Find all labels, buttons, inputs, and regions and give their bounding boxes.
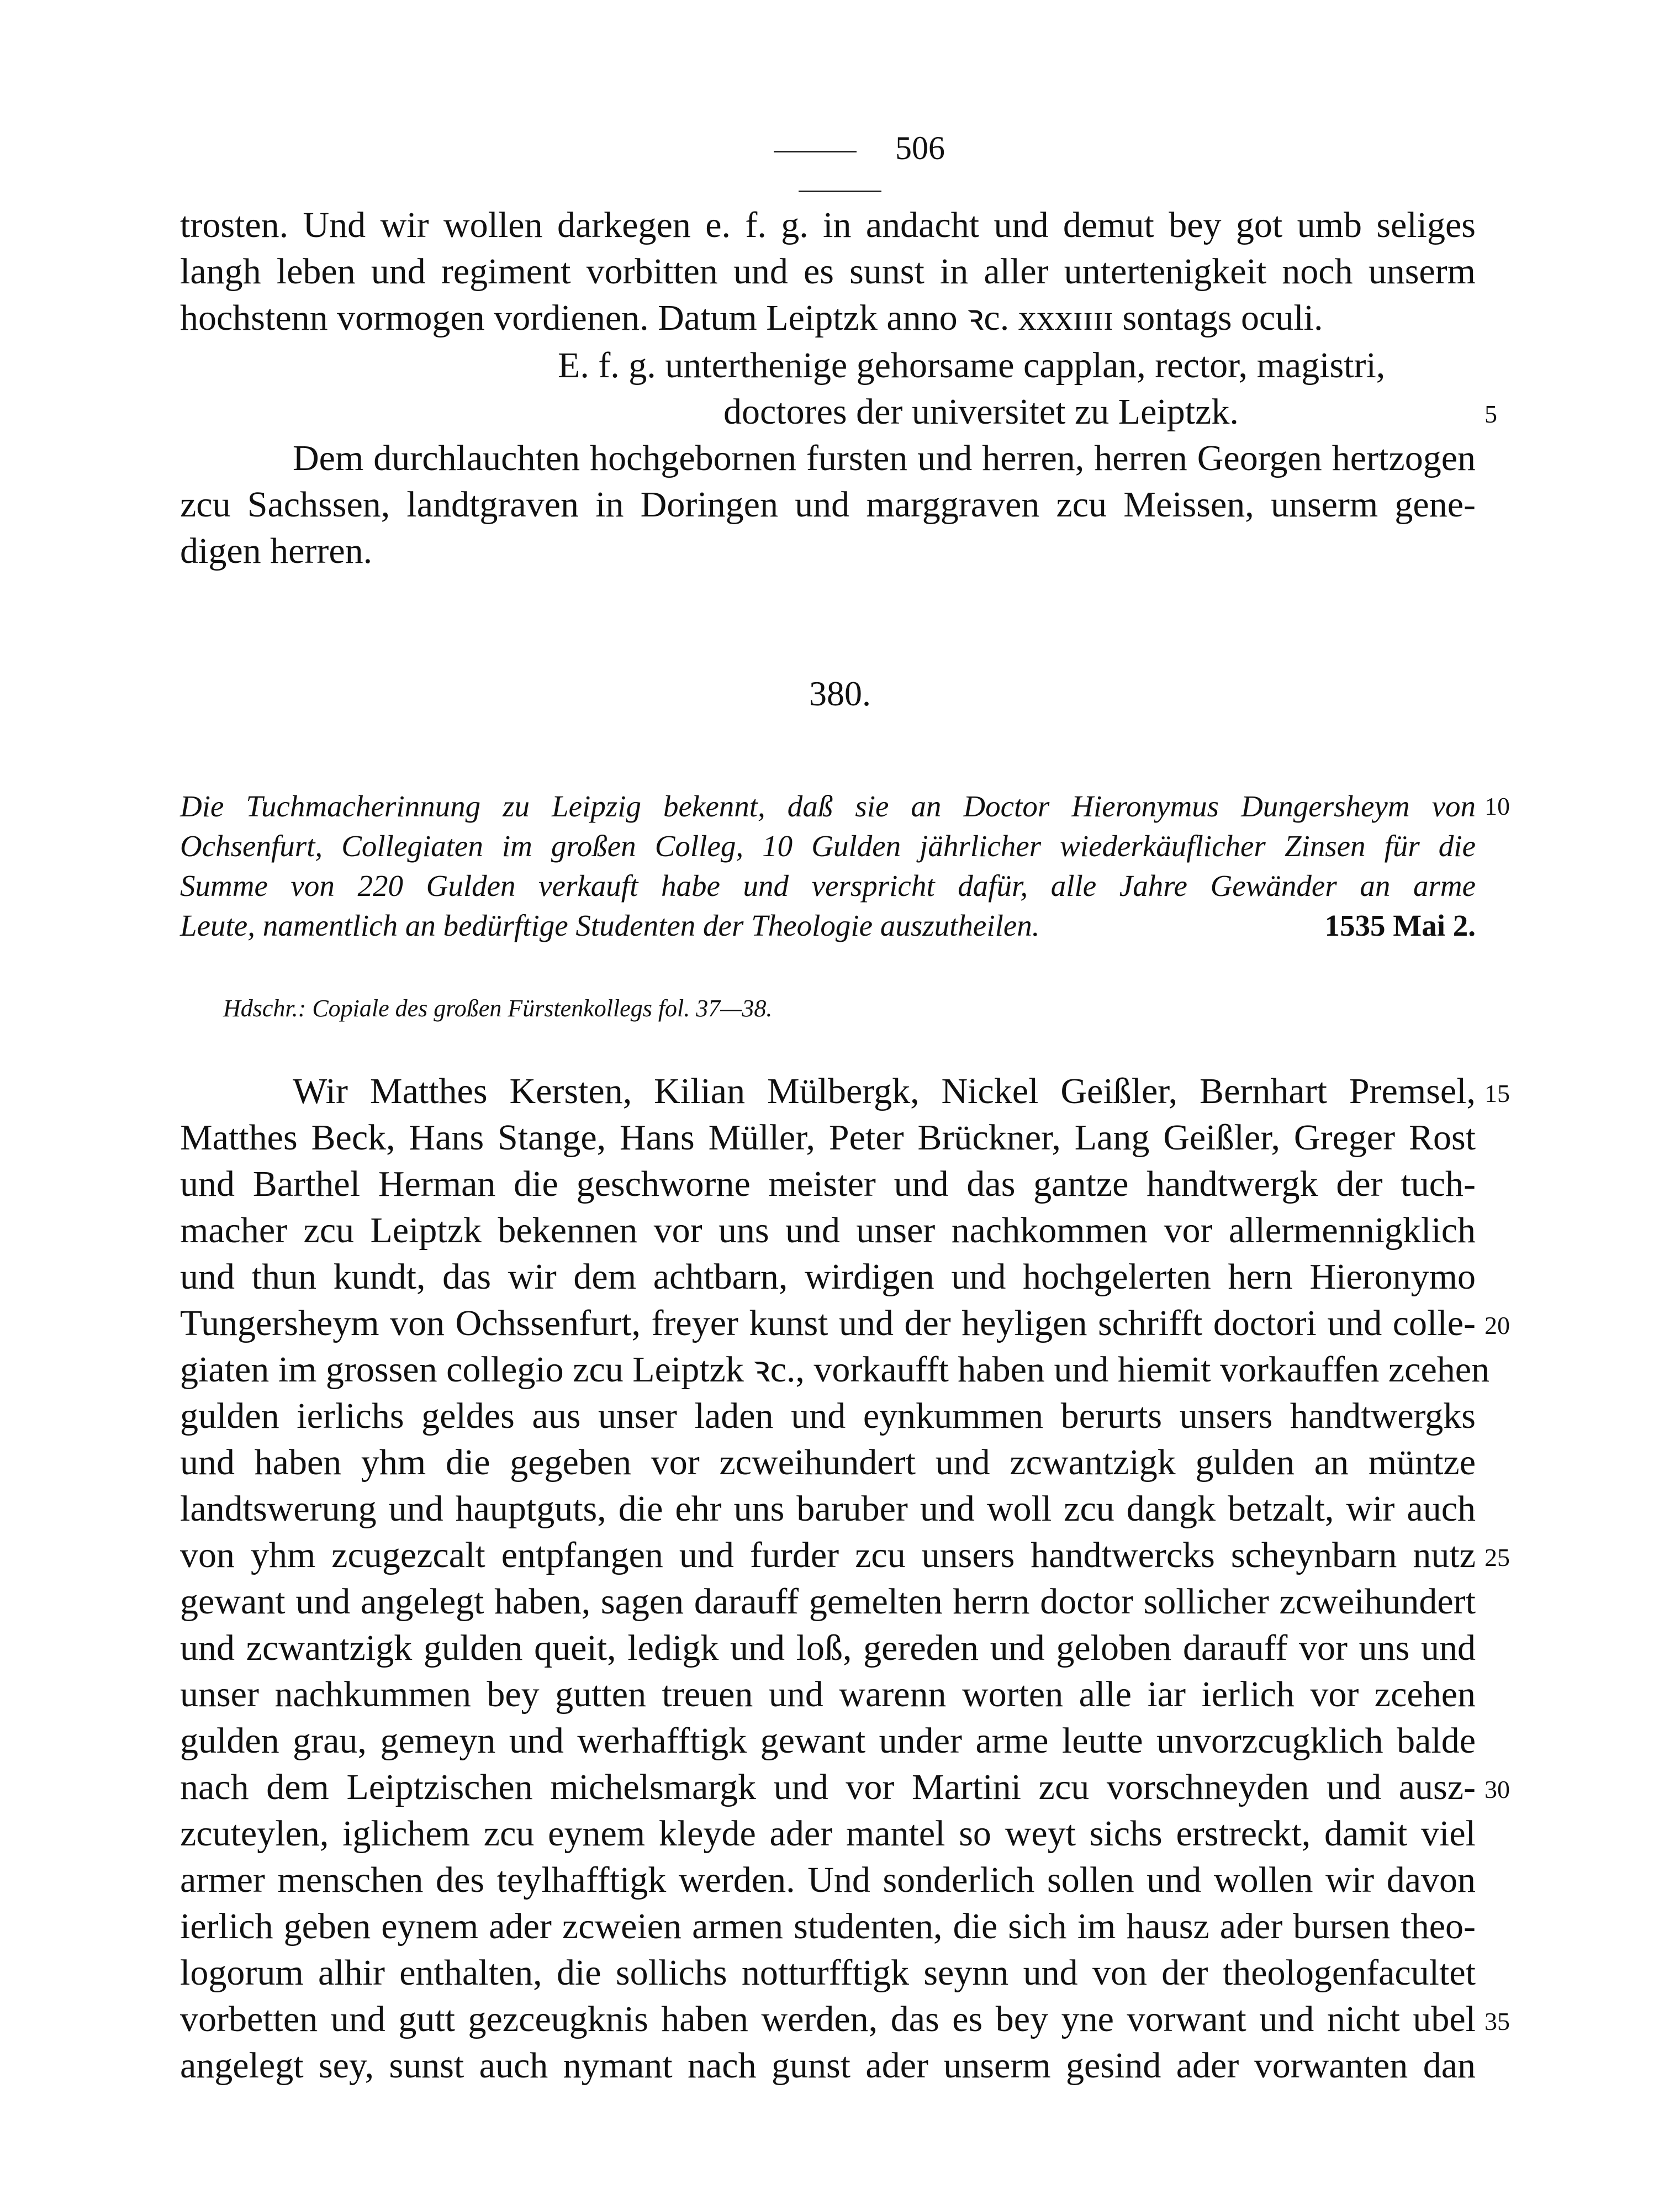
regest-last-line [180, 904, 1476, 948]
body-line: gewant und angelegt haben, sagen darauff gemelten herrn doctor sollicher zcweihundert [180, 1581, 1476, 1622]
body-line: Wir Matthes Kersten, Kilian Mülbergk, Nickel Geißler, Bernhart Premsel, [293, 1071, 1476, 1111]
body-line: und Barthel Herman die geschworne meister und das gantze handtwergk der tuch- [180, 1164, 1476, 1204]
body-line: giaten im grossen collegio zcu Leiptzk ꝛc., vorkaufft haben und hiemit vorkauffen zcehen [180, 1349, 1490, 1390]
address-line: Dem durchlauchten hochgebornen fursten und herren, herren Georgen hertzogen [293, 438, 1476, 478]
page-number [674, 128, 1006, 208]
document-number: 380. [809, 674, 871, 713]
body-line: ierlich geben eynem ader zcweien armen studenten, die sich im hausz ader bursen theo- [180, 1906, 1476, 1947]
text-line: langh leben und regiment vorbitten und es sunst in aller untertenigkeit noch unserm [180, 251, 1476, 292]
body-line: nach dem Leiptzischen michelsmargk und vor Martini zcu vorschneyden und ausz- [180, 1767, 1476, 1807]
body-line: Matthes Beck, Hans Stange, Hans Müller, Peter Brückner, Lang Geißler, Greger Rost [180, 1117, 1476, 1158]
body-line: zcuteylen, iglichem zcu eynem kleyde ader mantel so weyt sichs erstreckt, damit viel [180, 1813, 1476, 1854]
page-number-dash-right [799, 191, 881, 192]
line-number: 20 [1484, 1311, 1510, 1339]
regest-line: Die Tuchmacherinnung zu Leipzig bekennt, daß sie an Doctor Hieronymus Dungersheym von [180, 789, 1476, 823]
text-line: trosten. Und wir wollen darkegen e. f. g. in andacht und demut bey got umb seliges [180, 205, 1476, 245]
regest-line: Leute, namentlich an bedürftige Studenten der Theologie auszutheilen. [180, 909, 1040, 942]
regest-line: Summe von 220 Gulden verkauft habe und verspricht dafür, alle Jahre Gewänder an arme [180, 869, 1476, 903]
page-number-dash-left [774, 151, 857, 152]
line-number: 5 [1484, 400, 1497, 428]
line-number: 30 [1484, 1775, 1510, 1803]
line-number: 35 [1484, 2007, 1510, 2035]
signature-line: E. f. g. unterthenige gehorsame capplan, rector, magistri, [558, 345, 1386, 386]
body-line: Tungersheym von Ochssenfurt, freyer kunst und der heyligen schrifft doctori und colle- [180, 1303, 1476, 1343]
body-line: und haben yhm die gegeben vor zcweihundert und zcwantzigk gulden an müntze [180, 1442, 1476, 1483]
body-line: logorum alhir enthalten, die sollichs notturfftigk seynn und von der theologenfacultet [180, 1953, 1476, 1993]
body-line: gulden ierlichs geldes aus unser laden und eynkummen berurts unsers handtwergks [180, 1396, 1476, 1436]
page-number-value: 506 [895, 130, 945, 166]
address-line: zcu Sachssen, landtgraven in Doringen und marggraven zcu Meissen, unserm gene- [180, 484, 1476, 525]
source-note: Hdschr.: Copiale des großen Fürstenkollegs fol. 37—38. [223, 995, 773, 1022]
address-line: digen herren. [180, 531, 373, 571]
line-number: 10 [1484, 792, 1510, 820]
body-line: vorbetten und gutt gezceugknis haben werden, das es bey yne vorwant und nicht ubel [180, 1999, 1476, 2039]
body-line: unser nachkummen bey gutten treuen und warenn worten alle iar ierlich vor zcehen [180, 1674, 1476, 1715]
body-line: gulden grau, gemeyn und werhafftigk gewant under arme leutte unvorzcugklich balde [180, 1721, 1476, 1761]
body-line: von yhm zcugezcalt entpfangen und furder zcu unsers handtwercks scheynbarn nutz [180, 1535, 1476, 1575]
body-line: und thun kundt, das wir dem achtbarn, wirdigen und hochgelerten hern Hieronymo [180, 1257, 1476, 1297]
document-date: 1535 Mai 2. [1324, 909, 1476, 942]
body-line: und zcwantzigk gulden queit, ledigk und loß, gereden und geloben darauff vor uns und [180, 1628, 1476, 1668]
body-line: angelegt sey, sunst auch nymant nach gunst ader unserm gesind ader vorwanten dan [180, 2045, 1476, 2086]
body-line: landtswerung und hauptguts, die ehr uns baruber und woll zcu dangk betzalt, wir auch [180, 1489, 1476, 1529]
line-number: 15 [1484, 1079, 1510, 1107]
signature-line: doctores der universitet zu Leiptzk. [723, 392, 1239, 432]
regest-line: Ochsenfurt, Collegiaten im großen Colleg, 10 Gulden jährlicher wiederkäuflicher Zinsen für die [180, 829, 1476, 863]
body-line: armer menschen des teylhafftigk werden. Und sonderlich sollen und wollen wir davon [180, 1860, 1476, 1900]
body-line: macher zcu Leiptzk bekennen vor uns und unser nachkommen vor allermennigklich [180, 1210, 1476, 1251]
text-line: hochstenn vormogen vordienen. Datum Leiptzk anno ꝛc. xxxɪɪɪɪ sontags oculi. [180, 298, 1323, 338]
line-number: 25 [1484, 1543, 1510, 1571]
